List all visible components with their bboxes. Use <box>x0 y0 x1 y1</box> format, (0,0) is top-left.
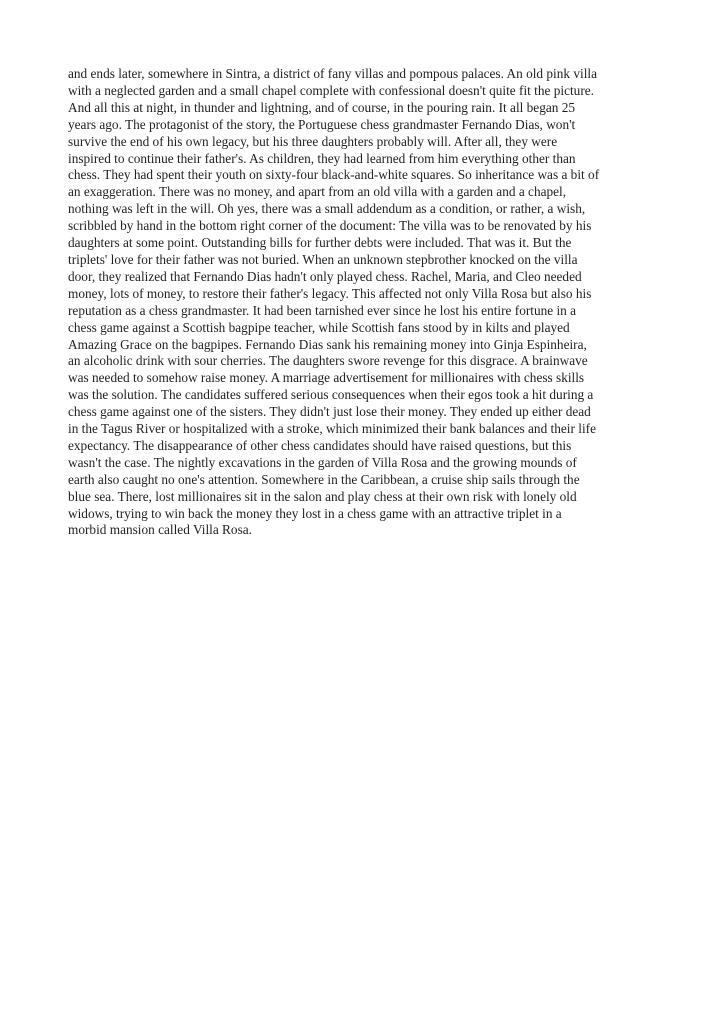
text-line: years ago. The protagonist of the story, the Portuguese chess grandmaster Fernando Dias, won't <box>68 116 576 132</box>
text-line: morbid mansion called Villa Rosa. <box>68 522 252 538</box>
text-line: And all this at night, in thunder and lightning, and of course, in the pouring rain. It all began 25 <box>68 99 576 115</box>
text-line: chess game against one of the sisters. They didn't just lose their money. They ended up either dead <box>68 404 591 420</box>
text-line: chess. They had spent their youth on sixty-four black-and-white squares. So inheritance was a bit of <box>68 167 600 183</box>
text-line: blue sea. There, lost millionaires sit in the salon and play chess at their own risk with lonely old <box>68 488 577 504</box>
text-line: reputation as a chess grandmaster. It had been tarnished ever since he lost his entire fortune in a <box>68 302 577 318</box>
text-line: was the solution. The candidates suffered serious consequences when their egos took a hit during a <box>68 387 594 403</box>
text-line: nothing was left in the will. Oh yes, there was a small addendum as a condition, or rather, a wish, <box>68 201 586 217</box>
text-line: money, lots of money, to restore their father's legacy. This affected not only Villa Rosa but also his <box>68 285 592 301</box>
text-line: an exaggeration. There was no money, and apart from an old villa with a garden and a chapel, <box>68 184 567 200</box>
text-line: wasn't the case. The nightly excavations in the garden of Villa Rosa and the growing mounds of <box>68 454 577 470</box>
text-line: widows, trying to win back the money they lost in a chess game with an attractive triplet in a <box>68 505 562 521</box>
text-line: with a neglected garden and a small chapel complete with confessional doesn't quite fit the picture. <box>68 82 594 98</box>
story-paragraph <box>68 66 668 539</box>
text-line: Amazing Grace on the bagpipes. Fernando Dias sank his remaining money into Ginja Espinheira, <box>68 336 587 352</box>
text-line: and ends later, somewhere in Sintra, a district of fany villas and pompous palaces. An old pink villa <box>68 66 598 81</box>
text-line: triplets' love for their father was not buried. When an unknown stepbrother knocked on the villa <box>68 251 578 267</box>
text-line: scribbled by hand in the bottom right corner of the document: The villa was to be renovated by his <box>68 218 592 234</box>
text-line: survive the end of his own legacy, but his three daughters probably will. After all, they were <box>68 133 558 149</box>
text-line: door, they realized that Fernando Dias hadn't only played chess. Rachel, Maria, and Cleo needed <box>68 268 582 284</box>
text-line: chess game against a Scottish bagpipe teacher, while Scottish fans stood by in kilts and played <box>68 319 570 335</box>
text-line: an alcoholic drink with sour cherries. The daughters swore revenge for this disgrace. A brainwave <box>68 353 588 369</box>
text-line: earth also caught no one's attention. Somewhere in the Caribbean, a cruise ship sails through the <box>68 471 580 487</box>
text-line: was needed to somehow raise money. A marriage advertisement for millionaires with chess skills <box>68 370 585 386</box>
text-line: daughters at some point. Outstanding bills for further debts were included. That was it. But the <box>68 235 572 251</box>
text-line: inspired to continue their father's. As children, they had learned from him everything other than <box>68 150 576 166</box>
text-line: in the Tagus River or hospitalized with a stroke, which minimized their bank balances and their life <box>68 421 596 437</box>
text-line: expectancy. The disappearance of other chess candidates should have raised questions, but this <box>68 437 572 453</box>
